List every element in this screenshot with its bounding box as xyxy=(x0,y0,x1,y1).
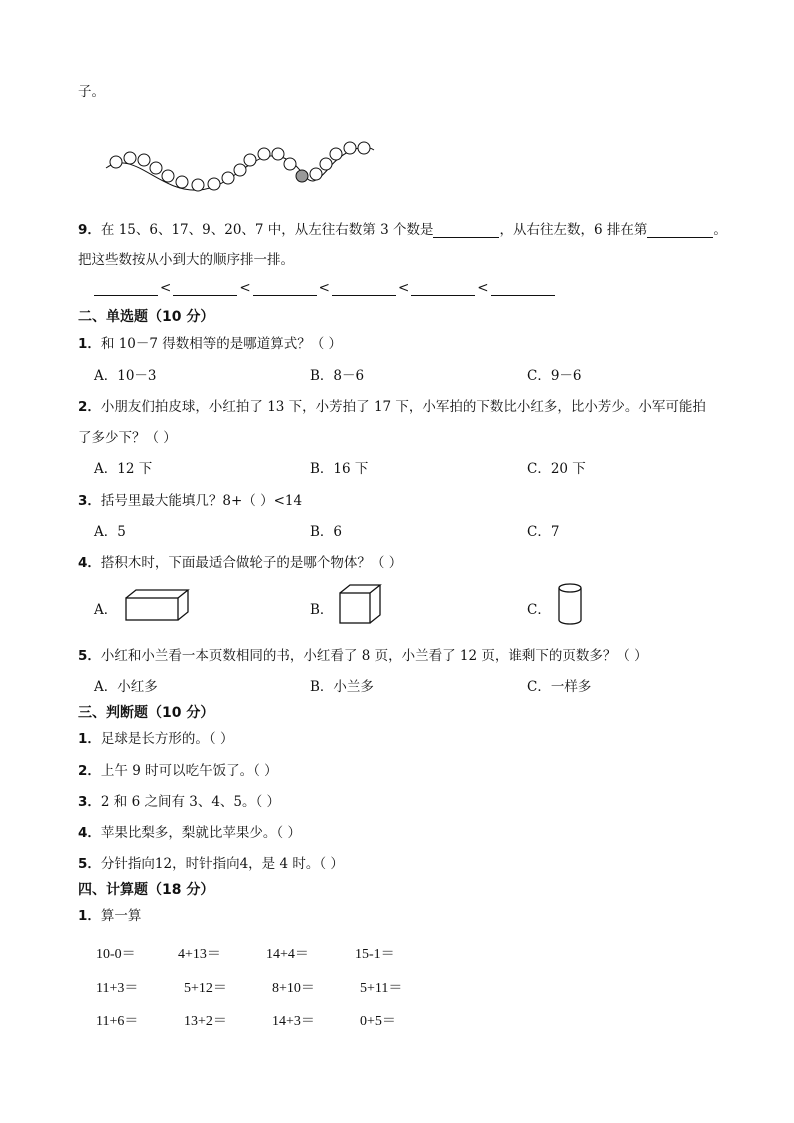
option-b[interactable]: B．16 下 xyxy=(310,461,369,477)
question-number: 1． xyxy=(78,336,101,352)
question-number: 3． xyxy=(78,493,101,509)
question-text: 分针指向12，时针指向4，是 4 时。（ ） xyxy=(100,856,344,872)
less-than-sign: < xyxy=(318,280,330,296)
calc-item[interactable]: 14+3＝ xyxy=(272,1014,315,1029)
section-title-calculation: 四、计算题（18 分） xyxy=(78,882,215,898)
bead xyxy=(320,158,332,170)
bead xyxy=(330,148,342,160)
choice-question-5 xyxy=(78,644,648,664)
bead xyxy=(222,172,234,184)
calc-item[interactable]: 0+5＝ xyxy=(360,1014,396,1029)
bead xyxy=(258,148,270,160)
highlighted-bead xyxy=(296,170,308,182)
question-text: 2 和 6 之间有 3、4、5。（ ） xyxy=(100,794,281,810)
answer-blank[interactable] xyxy=(647,223,713,238)
calc-item[interactable]: 4+13＝ xyxy=(178,947,221,962)
less-than-sign: < xyxy=(397,280,410,296)
question-text: 。 xyxy=(713,222,727,238)
choice-question-1 xyxy=(78,332,342,352)
option-a[interactable]: A．小红多 xyxy=(94,679,158,695)
option-a[interactable]: A．5 xyxy=(94,524,126,540)
bead xyxy=(124,152,136,164)
calc-item[interactable]: 11+3＝ xyxy=(96,981,139,996)
order-blank-4[interactable] xyxy=(332,281,396,296)
order-blank-5[interactable] xyxy=(411,281,475,296)
order-blank-3[interactable] xyxy=(253,281,317,296)
question-number: 1． xyxy=(78,731,101,747)
bead xyxy=(138,154,150,166)
order-blank-1[interactable] xyxy=(94,281,158,296)
option-c[interactable]: C．9－6 xyxy=(527,368,582,384)
bead xyxy=(150,162,162,174)
question-text: 小朋友们拍皮球，小红拍了 13 下，小芳拍了 17 下，小军拍的下数比小红多，比小芳少。小军可能拍 xyxy=(100,399,706,415)
option-b[interactable]: B． xyxy=(310,602,334,618)
bead xyxy=(208,178,220,190)
order-blank-2[interactable] xyxy=(173,281,237,296)
question-text: 在 15、6、17、9、20、7 中，从左往右数第 3 个数是 xyxy=(100,222,434,238)
option-b[interactable]: B．小兰多 xyxy=(310,679,374,695)
cuboid-shape-icon xyxy=(124,588,190,622)
judgement-item-1 xyxy=(78,727,233,747)
option-a[interactable]: A．10－3 xyxy=(94,368,157,384)
calc-item[interactable]: 14+4＝ xyxy=(266,947,309,962)
bead xyxy=(272,148,284,160)
calc-item[interactable]: 5+11＝ xyxy=(360,981,403,996)
bead xyxy=(176,176,188,188)
choice-question-2 xyxy=(78,395,706,415)
bead xyxy=(284,158,296,170)
section-title-true-false: 三、判断题（10 分） xyxy=(78,705,215,721)
calc-item[interactable]: 8+10＝ xyxy=(272,981,315,996)
answer-blank[interactable] xyxy=(433,223,499,238)
option-c[interactable]: C． xyxy=(527,602,551,618)
previous-question-tail: 子。 xyxy=(78,84,105,100)
option-b[interactable]: B．8－6 xyxy=(310,368,365,384)
bead xyxy=(162,170,174,182)
choice-question-2-cont: 了多少下？（ ） xyxy=(78,430,177,446)
choice-question-4 xyxy=(78,551,402,571)
judgement-item-2 xyxy=(78,759,278,779)
bead xyxy=(234,164,246,176)
calc-item[interactable]: 13+2＝ xyxy=(184,1014,227,1029)
question-text: 和 10－7 得数相等的是哪道算式？（ ） xyxy=(100,336,343,352)
judgement-item-4 xyxy=(78,821,301,841)
calc-item[interactable]: 5+12＝ xyxy=(184,981,227,996)
option-c[interactable]: C．20 下 xyxy=(527,461,586,477)
bead xyxy=(358,142,370,154)
question-number: 2． xyxy=(78,399,101,415)
question-text: 上午 9 时可以吃午饭了。（ ） xyxy=(100,763,278,779)
option-b[interactable]: B．6 xyxy=(310,524,343,540)
bead-string-illustration xyxy=(104,138,380,200)
question-text: 足球是长方形的。（ ） xyxy=(100,731,234,747)
judgement-item-5 xyxy=(78,852,344,872)
question-number: 3． xyxy=(78,794,101,810)
bead xyxy=(310,168,322,180)
question-text: 苹果比梨多，梨就比苹果少。（ ） xyxy=(100,825,301,841)
cube-shape-icon xyxy=(338,583,382,625)
question-number: 9． xyxy=(78,222,101,238)
bead xyxy=(244,154,256,166)
bead xyxy=(192,179,204,191)
question-text: 搭积木时，下面最适合做轮子的是哪个物体？（ ） xyxy=(100,555,403,571)
option-c[interactable]: C．7 xyxy=(527,524,560,540)
calc-question-1 xyxy=(78,904,141,924)
choice-question-3 xyxy=(78,489,302,509)
option-c[interactable]: C．一样多 xyxy=(527,679,592,695)
question-text: 算一算 xyxy=(100,908,142,924)
question-number: 4． xyxy=(78,555,101,571)
question-text: ，从右往左数，6 排在第 xyxy=(499,222,648,238)
option-a[interactable]: A． xyxy=(94,602,118,618)
question-number: 2． xyxy=(78,763,101,779)
ordering-blanks-row xyxy=(94,280,555,296)
bead xyxy=(344,142,356,154)
option-a[interactable]: A．12 下 xyxy=(94,461,153,477)
calc-item[interactable]: 11+6＝ xyxy=(96,1014,139,1029)
section-title-single-choice: 二、单选题（10 分） xyxy=(78,309,215,325)
question-9 xyxy=(78,218,727,238)
question-text: 括号里最大能填几？8+（ ）<14 xyxy=(100,493,303,509)
calc-item[interactable]: 15-1＝ xyxy=(355,947,395,962)
question-number: 4． xyxy=(78,825,101,841)
question-number: 1． xyxy=(78,908,101,924)
judgement-item-3 xyxy=(78,790,280,810)
question-9-instruction: 把这些数按从小到大的顺序排一排。 xyxy=(78,252,294,268)
question-number: 5． xyxy=(78,648,101,664)
calc-item[interactable]: 10-0＝ xyxy=(96,947,136,962)
order-blank-6[interactable] xyxy=(491,281,555,296)
cylinder-shape-icon xyxy=(556,582,584,626)
less-than-sign: < xyxy=(477,280,489,296)
question-text: 小红和小兰看一本页数相同的书，小红看了 8 页，小兰看了 12 页，谁剩下的页数多？（ ） xyxy=(100,648,648,664)
less-than-sign: < xyxy=(160,280,172,296)
bead xyxy=(110,156,122,168)
less-than-sign: < xyxy=(239,280,251,296)
question-number: 5． xyxy=(78,856,101,872)
